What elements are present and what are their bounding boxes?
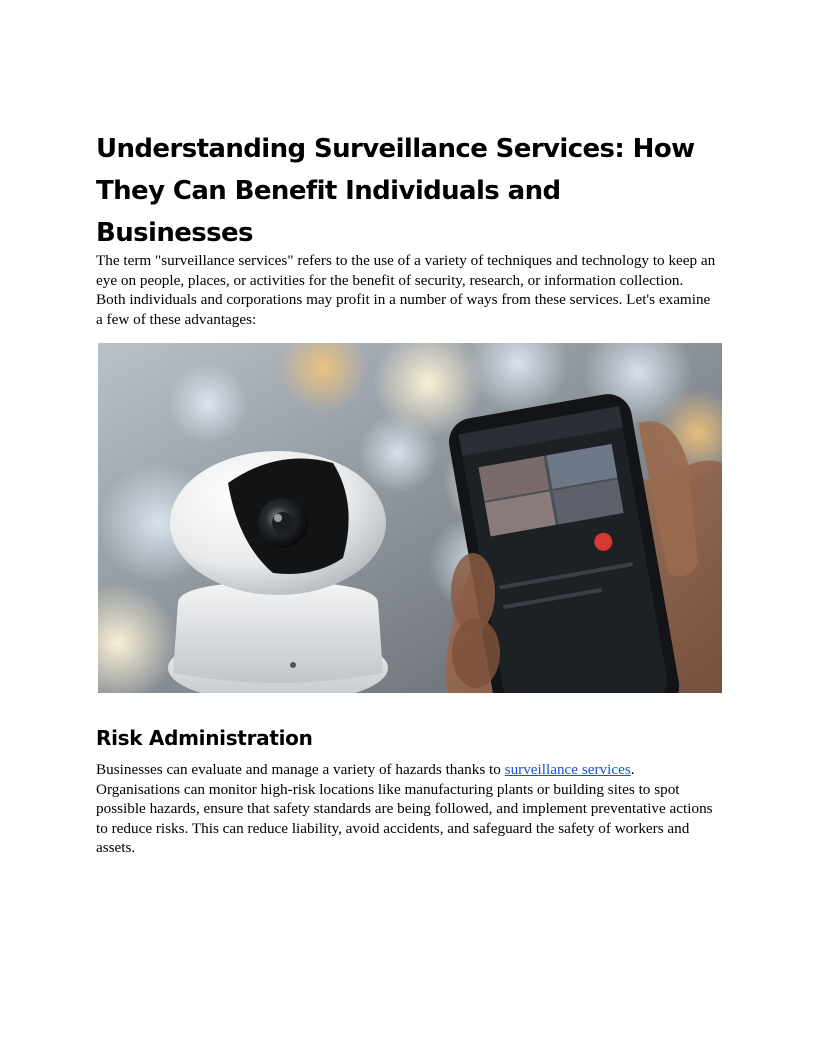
section-heading-risk-administration: Risk Administration <box>96 726 313 750</box>
paragraph-text-before-link: Businesses can evaluate and manage a variety of hazards thanks to <box>96 761 505 778</box>
intro-paragraph: The term "surveillance services" refers to the use of a variety of techniques and technology to keep an eye on people, places, or activities for the benefit of security, research, or information collection. Both individuals and corporations may profit in a number of ways from these services. Let's examine a few of these advantages: <box>96 252 716 328</box>
security-camera-photo <box>98 343 722 693</box>
hero-image <box>98 343 722 693</box>
surveillance-services-link[interactable]: surveillance services <box>504 761 631 778</box>
page-title: Understanding Surveillance Services: How They Can Benefit Individuals and Businesses <box>96 134 695 248</box>
risk-administration-paragraph <box>96 760 720 858</box>
paragraph-text-after-link: . Organisations can monitor high-risk locations like manufacturing plants or building sites to spot possible hazards, ensure that safety standards are being followed, and implement preventative actions to reduce risks. This can reduce liability, avoid accidents, and safeguard the safety of workers and assets. <box>96 761 713 857</box>
